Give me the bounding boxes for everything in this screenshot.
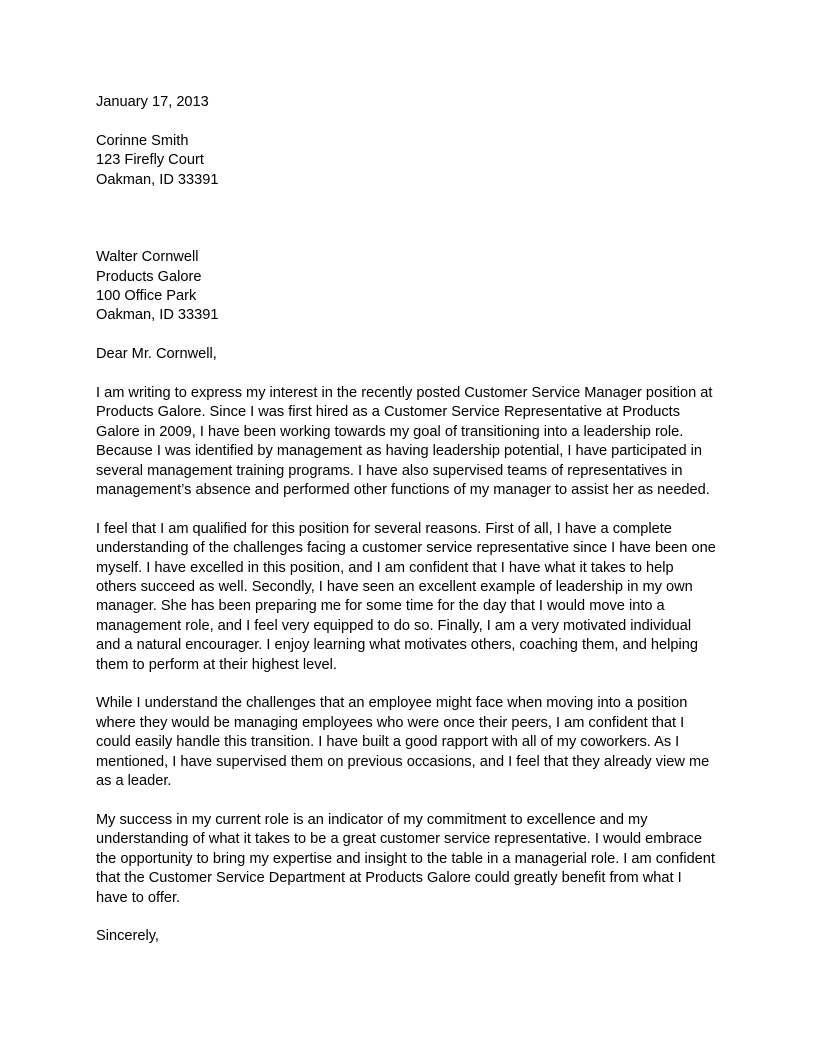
spacer (96, 675, 724, 694)
paragraph-line: While I understand the challenges that an employee might face when moving into a position (96, 695, 688, 712)
spacer (96, 112, 724, 131)
letter-body (96, 384, 724, 927)
paragraph-line: myself. I have excelled in this position, and I am confident that I have what it takes to help (96, 559, 674, 576)
paragraph-line: management’s absence and performed other functions of my manager to assist her as needed. (96, 482, 710, 499)
paragraph-line: and a natural encourager. I enjoy learning what motivates others, coaching them, and helping (96, 637, 698, 654)
paragraph-line: the opportunity to bring my expertise and insight to the table in a managerial role. I am confident (96, 850, 715, 867)
recipient-name: Walter Cornwell (96, 249, 199, 266)
sender-address (96, 132, 724, 190)
paragraph-line: I am writing to express my interest in the recently posted Customer Service Manager position at (96, 385, 713, 402)
paragraph-line: could easily handle this transition. I have built a good rapport with all of my coworkers. As I (96, 734, 680, 751)
letter-date: January 17, 2013 (96, 94, 209, 110)
paragraph-line: several management training programs. I have also supervised teams of representatives in (96, 462, 683, 479)
paragraph-line: I feel that I am qualified for this position for several reasons. First of all, I have a complete (96, 520, 672, 537)
paragraph-line: have to offer. (96, 889, 181, 906)
closing: Sincerely, (96, 928, 159, 945)
paragraph-1 (96, 384, 724, 500)
paragraph-line: management role, and I feel very equipped to do so. Finally, I am a very motivated individual (96, 617, 692, 634)
paragraph-line: as a leader. (96, 773, 172, 790)
salutation: Dear Mr. Cornwell, (96, 346, 217, 363)
paragraph-line: understanding of the challenges facing a customer service representative since I have been one (96, 540, 716, 557)
sender-name: Corinne Smith (96, 132, 189, 149)
paragraph-line: My success in my current role is an indicator of my commitment to excellence and my (96, 811, 648, 828)
paragraph-line: Because I was identified by management as having leadership potential, I have participated in (96, 443, 703, 460)
spacer (96, 190, 724, 248)
recipient-company: Products Galore (96, 268, 202, 285)
recipient-city: Oakman, ID 33391 (96, 307, 219, 324)
paragraph-line: where they would be managing employees who were once their peers, I am confident that I (96, 714, 685, 731)
spacer (96, 792, 724, 811)
sender-city: Oakman, ID 33391 (96, 171, 219, 188)
sender-street: 123 Firefly Court (96, 152, 204, 169)
spacer (96, 500, 724, 519)
recipient-street: 100 Office Park (96, 288, 197, 305)
paragraph-3 (96, 694, 724, 791)
spacer (96, 326, 724, 345)
recipient-address (96, 248, 724, 326)
spacer (96, 908, 724, 927)
paragraph-line: Products Galore. Since I was first hired as a Customer Service Representative at Products (96, 404, 680, 421)
paragraph-line: them to perform at their highest level. (96, 656, 337, 673)
paragraph-line: understanding of what it takes to be a great customer service representative. I would embrace (96, 831, 702, 848)
letter-page (96, 93, 724, 947)
paragraph-line: others succeed as well. Secondly, I have seen an excellent example of leadership in my own (96, 579, 693, 596)
paragraph-line: that the Customer Service Department at Products Galore could greatly benefit from what I (96, 870, 682, 887)
paragraph-line: mentioned, I have supervised them on previous occasions, and I feel that they already view me (96, 753, 710, 770)
paragraph-2 (96, 520, 724, 675)
spacer (96, 365, 724, 384)
paragraph-line: Galore in 2009, I have been working towards my goal of transitioning into a leadership role. (96, 423, 684, 440)
paragraph-line: manager. She has been preparing me for some time for the day that I would move into a (96, 598, 665, 615)
paragraph-4 (96, 811, 724, 908)
